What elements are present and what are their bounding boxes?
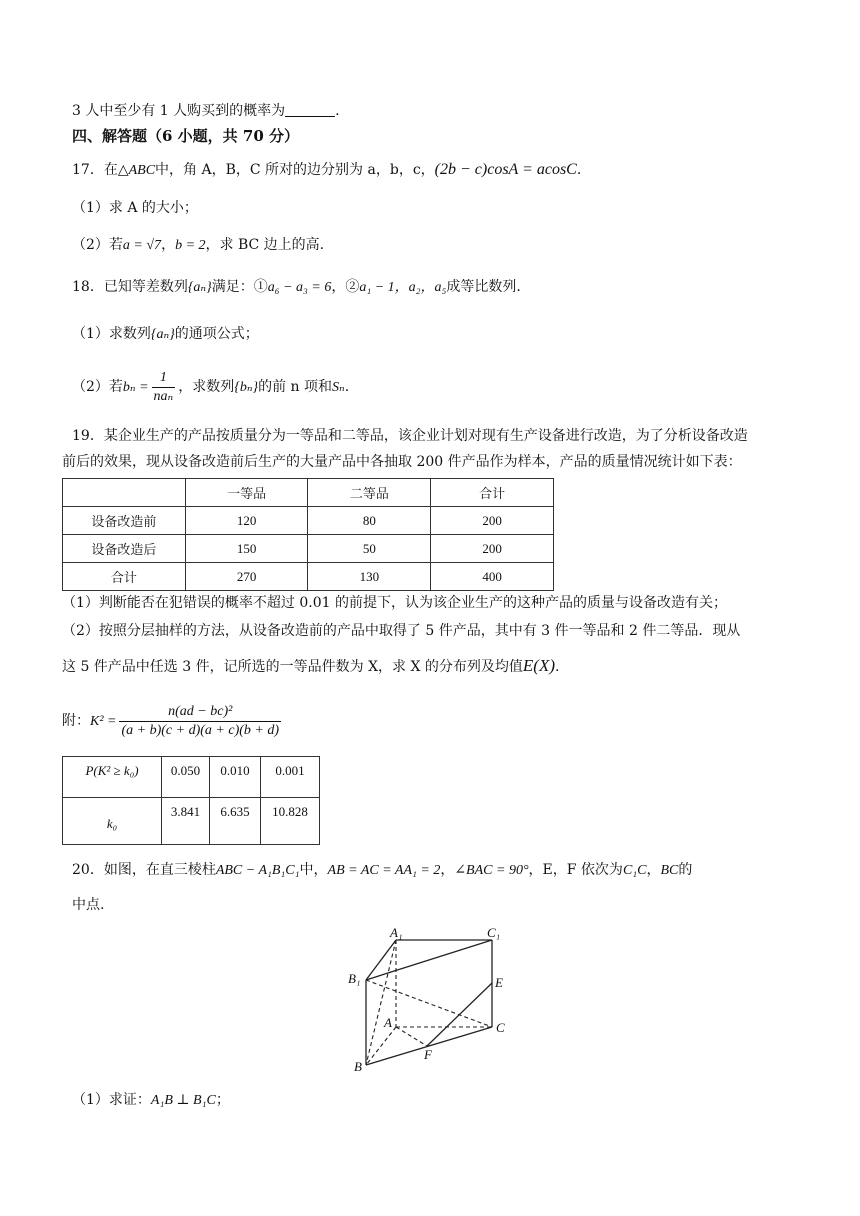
- table-header-cell: 二等品: [308, 479, 431, 507]
- q17-stem: [72, 160, 581, 181]
- q20-post: ，E，F 依次为: [528, 862, 623, 878]
- q18-mid: 满足：①: [211, 279, 268, 295]
- table-cell: 130: [308, 563, 431, 591]
- q19-part1: （1）判断能否在犯错误的概率不超过 0.01 的前提下，认为该企业生产的这种产品的质量与设备改造有关；: [62, 595, 727, 611]
- q17-end: .: [576, 162, 582, 178]
- edge-a1b1: [366, 940, 396, 980]
- q20-equal: AB = AC = AA₁ = 2: [327, 863, 441, 878]
- q18-cond1: a₆ − a₃ = 6: [267, 280, 332, 295]
- q18-part1-post: 的通项公式；: [174, 326, 259, 342]
- q18-part2-end: .: [344, 379, 350, 395]
- q19-part2-line1: （2）按照分层抽样的方法，从设备改造前的产品中取得了 5 件产品，其中有 3 件一等品和 2 件二等品．现从: [62, 623, 741, 639]
- q16-tail: [72, 101, 340, 121]
- label-b: B: [354, 1059, 362, 1074]
- table-cell: 0.010: [210, 757, 261, 798]
- table-row: [63, 757, 320, 798]
- q20-part1-pre: （1）求证：: [72, 1092, 151, 1108]
- q18-part2-sum: Sₙ: [332, 380, 345, 395]
- q18-sep: ，②: [331, 279, 360, 295]
- table-cell: 设备改造后: [63, 535, 186, 563]
- q17-part2: [72, 235, 324, 256]
- edge-ab-hidden: [366, 1027, 396, 1065]
- table-cell: 合计: [63, 563, 186, 591]
- q18-part2: [72, 368, 349, 407]
- q17-part2-post: ，求 BC 边上的高.: [205, 237, 325, 253]
- q18-frac-num: 1: [152, 369, 176, 388]
- q18-part2-lhs: bₙ =: [122, 380, 149, 395]
- q19-expectation: E(X): [522, 656, 555, 675]
- q18-part2-mid: ，求数列: [178, 379, 235, 395]
- table-row: [63, 563, 554, 591]
- q20-part1-expr: A₁B ⊥ B₁C: [150, 1093, 216, 1108]
- q20-mid: 中，: [299, 862, 328, 878]
- q17-part2-pre: （2）若: [72, 237, 123, 253]
- label-c: C: [496, 1020, 505, 1035]
- q19-line1: 19．某企业生产的产品按质量分为一等品和二等品，该企业计划对现有生产设备进行改造，为了分析设备改造: [72, 428, 748, 444]
- label-a1: A₁: [390, 925, 403, 940]
- q17-equation: (2b − c)cosA = acosC: [434, 161, 577, 178]
- table-cell: P(K² ≥ k₀): [63, 757, 162, 798]
- label-e: E: [495, 975, 503, 990]
- table-cell: 150: [185, 535, 308, 563]
- q20-line2: 中点.: [72, 897, 105, 913]
- q20-part1-end: ；: [215, 1092, 230, 1108]
- table-cell: k₀: [63, 798, 162, 845]
- prism-figure: [340, 925, 520, 1075]
- formula-denominator: (a + b)(c + d)(a + c)(b + d): [121, 722, 279, 738]
- segment-af-hidden: [396, 1027, 427, 1046]
- table-cell: 80: [308, 507, 431, 535]
- q18-prefix: 18．已知等差数列: [72, 279, 188, 295]
- table-header-cell: [63, 479, 186, 507]
- q20-seg2: BC: [660, 863, 679, 878]
- q18-part1: [72, 324, 259, 345]
- q17-part2-b: b = 2: [175, 238, 206, 253]
- q19-line2: 前后的效果，现从设备改造前后生产的大量产品中各抽取 200 件产品作为样本，产品的质量情况统计如下表：: [62, 454, 742, 470]
- q18-part2-seq: {bₙ}: [234, 380, 259, 395]
- q18-part1-pre: （1）求数列: [72, 326, 151, 342]
- q18-part2-pre: （2）若: [72, 379, 123, 395]
- edge-b1c1: [366, 940, 492, 980]
- q17-part2-sep: ，: [161, 237, 176, 253]
- table-cell: 200: [431, 535, 554, 563]
- table-row: [63, 798, 320, 845]
- q17-triangle: △ABC: [117, 163, 156, 178]
- q20-sep2: ，: [646, 862, 661, 878]
- q20-seg1: C₁C: [622, 863, 647, 878]
- q18-part2-post: 的前 n 项和: [258, 379, 333, 395]
- q16-text: 3 人中至少有 1 人购买到的概率为: [72, 103, 286, 119]
- q20-pre: 20．如图，在直三棱柱: [72, 862, 216, 878]
- table-row: [63, 535, 554, 563]
- label-a: A: [384, 1015, 392, 1030]
- table-header-cell: 合计: [431, 479, 554, 507]
- q16-end: .: [335, 103, 340, 119]
- q17-mid: 中，角 A，B，C 所对的边分别为 a，b，c，: [155, 162, 435, 178]
- table-cell: 270: [185, 563, 308, 591]
- formula-numerator: n(ad − bc)²: [119, 703, 281, 722]
- q18-cond2: a₁ − 1，a₂，a₅: [359, 280, 447, 295]
- table-cell: 400: [431, 563, 554, 591]
- q19-appendix: [62, 700, 284, 743]
- table-cell: 3.841: [162, 798, 210, 845]
- q19-part2-text: 这 5 件产品中任选 3 件，记所选的一等品件数为 X，求 X 的分布列及均值: [62, 659, 523, 675]
- table-row: [63, 507, 554, 535]
- critical-value-table: [62, 756, 320, 845]
- q20-end: 的: [678, 862, 693, 878]
- q18-part1-seq: {aₙ}: [150, 327, 175, 342]
- q17-part1: （1）求 A 的大小；: [72, 200, 198, 216]
- q18-fraction: [152, 369, 176, 406]
- table-cell: 50: [308, 535, 431, 563]
- table-cell: 6.635: [210, 798, 261, 845]
- q17-prefix: 17．在: [72, 162, 118, 178]
- q20-angle: ∠BAC = 90°: [454, 863, 529, 878]
- q20-part1: [72, 1090, 230, 1111]
- q19-part2-end: .: [555, 659, 560, 675]
- label-f: F: [424, 1047, 432, 1062]
- q20-sep: ，: [440, 862, 455, 878]
- formula-lhs: K² =: [90, 714, 117, 729]
- quality-table: [62, 478, 554, 591]
- table-cell: 200: [431, 507, 554, 535]
- table-cell: 10.828: [261, 798, 320, 845]
- q18-stem: [72, 277, 521, 298]
- table-cell: 0.001: [261, 757, 320, 798]
- table-header-cell: 一等品: [185, 479, 308, 507]
- q17-part2-a: a = √7: [122, 238, 162, 253]
- q20-prism: ABC − A₁B₁C₁: [215, 863, 300, 878]
- q18-frac-den: naₙ: [153, 388, 174, 404]
- label-b1: B₁: [348, 971, 361, 986]
- table-header-row: [63, 479, 554, 507]
- table-cell: 0.050: [162, 757, 210, 798]
- k-squared-fraction: [119, 703, 281, 740]
- table-cell: 设备改造前: [63, 507, 186, 535]
- q20-stem: [72, 860, 692, 881]
- appendix-label: 附：: [62, 713, 90, 729]
- q18-seq: {aₙ}: [187, 280, 212, 295]
- answer-blank: [285, 102, 335, 117]
- section-heading: 四、解答题（6 小题，共 70 分）: [72, 127, 299, 145]
- table-cell: 120: [185, 507, 308, 535]
- q19-part2-line2: [62, 656, 559, 677]
- q18-end: 成等比数列.: [446, 279, 521, 295]
- label-c1: C₁: [487, 925, 501, 940]
